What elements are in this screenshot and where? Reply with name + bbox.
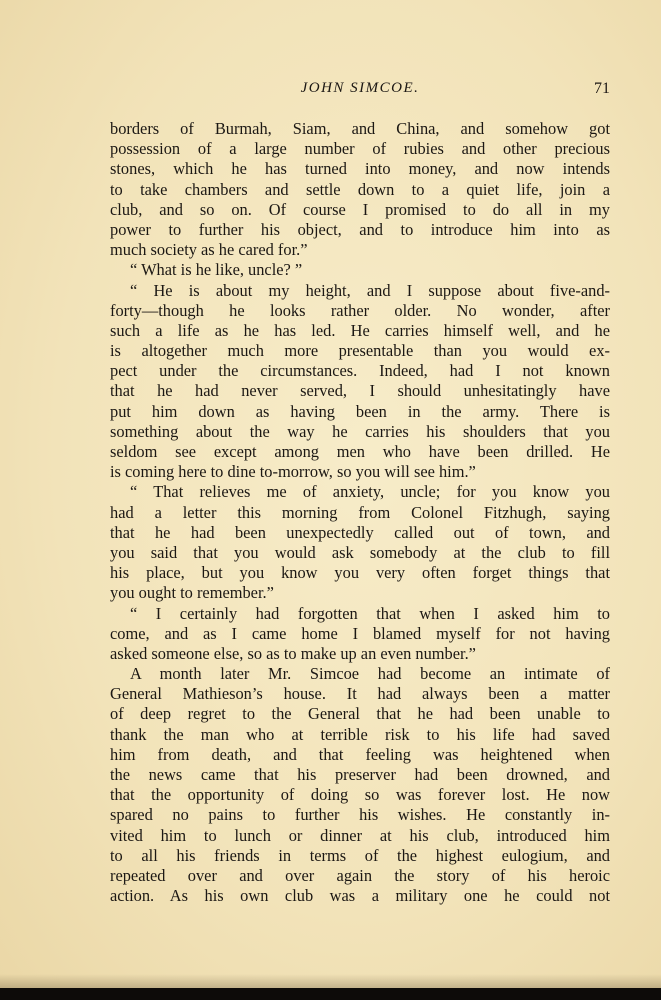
text-line: you ought to remember.” xyxy=(110,583,274,603)
text-line: put him down as having been in the army. There is xyxy=(110,401,610,421)
text-line: “ What is he like, uncle? ” xyxy=(130,260,303,280)
text-line: the news came that his preserver had been drowned, and xyxy=(110,765,610,784)
text-line: to all his friends in terms of the highest eulogium, and xyxy=(110,845,610,865)
text-line: such a life as he has led. He carries himself well, and he xyxy=(110,320,610,340)
text-line: borders of Burmah, Siam, and China, and somehow got xyxy=(110,119,610,138)
text-line: action. As his own club was a military one he could not xyxy=(110,886,610,906)
text-line: “ I certainly had forgotten that when I asked him to xyxy=(130,603,610,623)
text-line: come, and as I came home I blamed myself for not having xyxy=(110,623,610,643)
page-bottom-shadow xyxy=(0,974,661,988)
text-line: that he had been unexpectedly called out of town, and xyxy=(110,522,610,542)
text-line: to take chambers and settle down to a quiet life, join a xyxy=(110,179,610,199)
text-line: pect under the circumstances. Indeed, had I not known xyxy=(110,361,610,381)
body-text xyxy=(110,119,610,906)
text-line: much society as he cared for.” xyxy=(110,240,308,260)
text-line: that the opportunity of doing so was forever lost. He now xyxy=(110,785,610,805)
text-line: vited him to lunch or dinner at his club, introduced him xyxy=(110,825,610,845)
text-line: power to further his object, and to introduce him into as xyxy=(110,219,610,239)
page-header xyxy=(110,80,610,104)
text-line: him from death, and that feeling was heightened when xyxy=(110,744,610,764)
text-line: his place, but you know you very often forget things that xyxy=(110,563,610,583)
text-line: “ That relieves me of anxiety, uncle; for you know you xyxy=(130,482,610,502)
text-line: of deep regret to the General that he had been unable to xyxy=(110,704,610,724)
text-line: stones, which he has turned into money, and now intends xyxy=(110,159,610,179)
page-bottom-edge xyxy=(0,988,661,1000)
text-line: is altogether much more presentable than you would ex- xyxy=(110,341,610,361)
text-line: thank the man who at terrible risk to his life had saved xyxy=(110,724,610,744)
text-line: something about the way he carries his shoulders that you xyxy=(110,421,610,441)
text-line: asked someone else, so as to make up an even number.” xyxy=(110,643,476,663)
text-line: that he had never served, I should unhesitatingly have xyxy=(110,381,610,401)
text-line: forty—though he looks rather older. No wonder, after xyxy=(110,300,610,320)
text-line: had a letter this morning from Colonel Fitzhugh, saying xyxy=(110,502,610,522)
running-head: JOHN SIMCOE. xyxy=(300,80,420,96)
text-line: is coming here to dine to-morrow, so you will see him.” xyxy=(110,462,476,482)
text-line: “ He is about my height, and I suppose about five-and- xyxy=(130,280,610,300)
text-line: you said that you would ask somebody at the club to fill xyxy=(110,542,610,562)
text-line: A month later Mr. Simcoe had become an intimate of xyxy=(130,664,610,684)
text-line: repeated over and over again the story of his heroic xyxy=(110,865,610,885)
page-number: 71 xyxy=(594,80,610,97)
text-line: club, and so on. Of course I promised to do all in my xyxy=(110,199,610,219)
text-line: spared no pains to further his wishes. He constantly in- xyxy=(110,805,610,825)
text-line: possession of a large number of rubies and other precious xyxy=(110,139,610,159)
text-line: seldom see except among men who have been drilled. He xyxy=(110,442,610,461)
text-line: General Mathieson’s house. It had always been a matter xyxy=(110,684,610,704)
